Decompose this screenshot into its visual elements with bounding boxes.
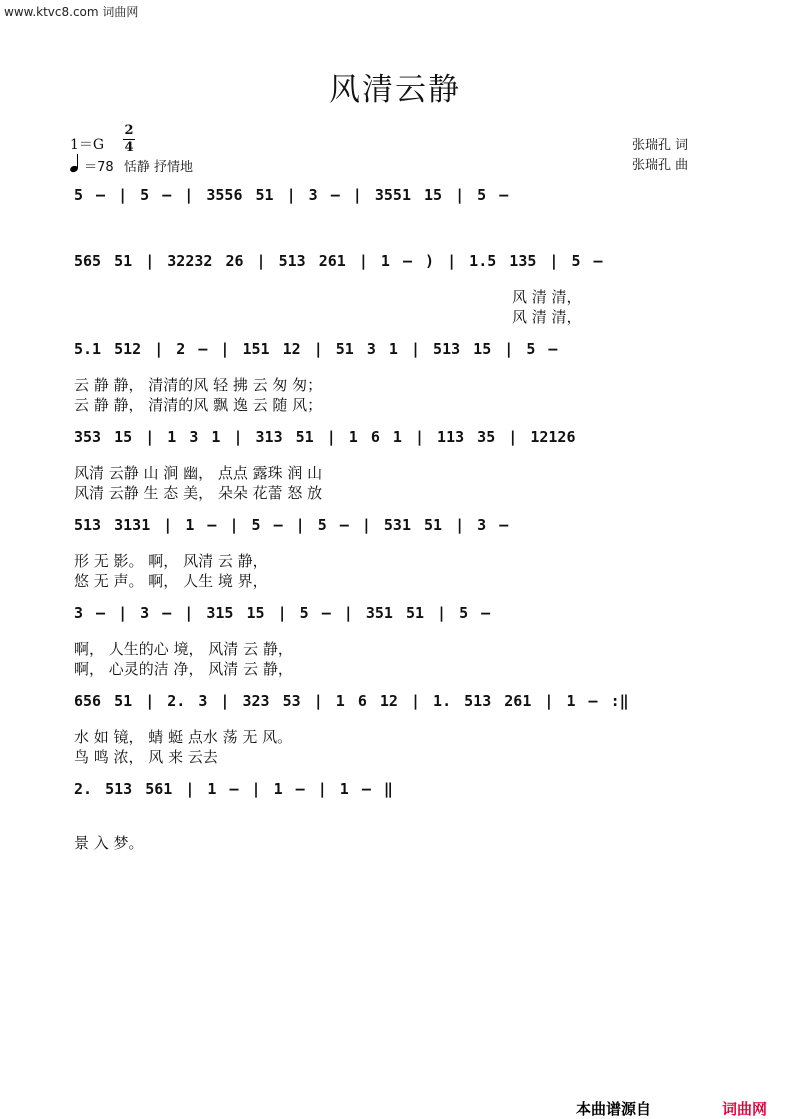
time-numerator: 2	[124, 123, 134, 138]
lyrics-line-3-verse-1: 云 静 静， 清清的风 轻 拂 云 匆 匆；	[74, 376, 323, 394]
composer: 张瑞孔 曲	[632, 158, 689, 173]
notes-line-6: 3 – | 3 – | 315 15 | 5 – | 351 51 | 5 –	[74, 604, 491, 622]
tempo-marking	[70, 156, 193, 175]
lyrics-line-3-verse-2: 云 静 静， 清清的风 飘 逸 云 随 风；	[74, 396, 323, 414]
lyrics-line-2-verse-2: 风 清 清，	[512, 308, 582, 326]
lyricist: 张瑞孔 词	[632, 138, 689, 153]
expression-marking: 恬静 抒情地	[123, 160, 193, 175]
tempo-value: ＝78	[84, 160, 114, 175]
lyrics-line-5-verse-1: 形 无 影。 啊， 风清 云 静，	[74, 552, 268, 570]
lyrics-line-4-verse-1: 风清 云静 山 涧 幽， 点点 露珠 润 山	[74, 464, 323, 482]
lyrics-line-2-verse-1: 风 清 清，	[512, 288, 582, 306]
lyrics-line-7-verse-1: 水 如 镜， 蜻 蜓 点水 荡 无 风。	[74, 728, 293, 746]
source-label: 本曲谱源自	[576, 1100, 652, 1118]
notes-line-8: 2. 513 561 | 1 – | 1 – | 1 – ‖	[74, 780, 393, 798]
lyrics-line-5-verse-2: 悠 无 声。 啊， 人生 境 界，	[74, 572, 268, 590]
notes-line-1: 5 – | 5 – | 3556 51 | 3 – | 3551 15 | 5 –	[74, 186, 509, 204]
notes-line-3: 5.1 512 | 2 – | 151 12 | 51 3 1 | 513 15 | 5 –	[74, 340, 558, 358]
time-signature	[123, 124, 135, 155]
notes-line-2: 565 51 | 32232 26 | 513 261 | 1 – ) | 1.5 135 | 5 –	[74, 252, 603, 270]
source-site-link[interactable]: 词曲网	[722, 1100, 768, 1118]
notes-line-4: 353 15 | 1 3 1 | 313 51 | 1 6 1 | 113 35 | 12126	[74, 428, 576, 446]
time-denominator: 4	[124, 140, 134, 155]
song-title: 风清云静	[329, 72, 461, 108]
note-stem	[77, 154, 78, 168]
lyrics-line-7-verse-2: 鸟 鸣 浓， 风 来 云去	[74, 748, 218, 766]
lyrics-line-6-verse-2: 啊， 心灵的洁 净， 风清 云 静，	[74, 660, 293, 678]
notes-line-5: 513 3131 | 1 – | 5 – | 5 – | 531 51 | 3 –	[74, 516, 509, 534]
site-watermark: www.ktvc8.com 词曲网	[4, 5, 139, 19]
lyrics-line-6-verse-1: 啊， 人生的心 境， 风清 云 静，	[74, 640, 293, 658]
lyrics-line-8-verse-1: 景 入 梦。	[74, 834, 144, 852]
credits	[632, 136, 688, 176]
lyrics-line-4-verse-2: 风清 云静 生 态 美， 朵朵 花蕾 怒 放	[74, 484, 323, 502]
notes-line-7: 656 51 | 2. 3 | 323 53 | 1 6 12 | 1. 513 261 | 1 – :‖	[74, 692, 629, 710]
key-signature: 1＝G	[70, 137, 105, 153]
